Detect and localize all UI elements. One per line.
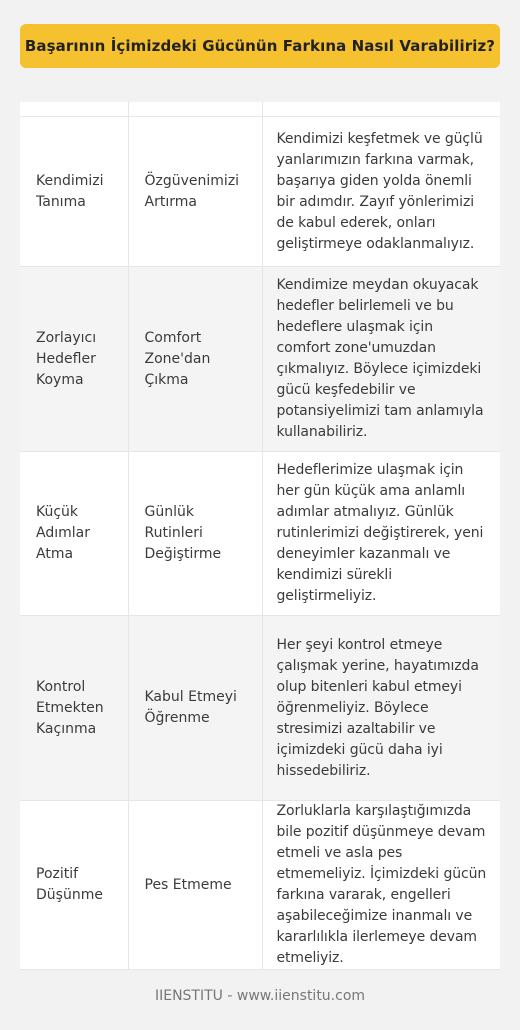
step-cell: Kendimizi Tanıma (20, 117, 128, 267)
description-cell: Kendimize meydan okuyacak hedefler belirlemeli ve bu hedeflere ulaşmak için comfort zone'umuzdan çıkmalıyız. Böylece içimizdeki gücü keşfedebilir ve potansiyelimizi tam anlamıyla kullanabiliriz. (262, 267, 500, 452)
content-table-container (20, 102, 500, 968)
title-banner (20, 24, 500, 68)
table-header-row (20, 102, 500, 117)
description-cell: Zorluklarla karşılaştığımızda bile pozitif düşünmeye devam etmeli ve asla pes etmemeliyiz. İçimizdeki gücün farkına vararak, engelleri aşabileceğimize inanmalı ve kararlılıkla ilerlemeye devam etmeliyiz. (262, 801, 500, 970)
table-row (20, 801, 500, 970)
header-cell (20, 102, 128, 117)
table-row (20, 616, 500, 801)
table-row (20, 267, 500, 452)
description-cell: Hedeflerimize ulaşmak için her gün küçük ama anlamlı adımlar atmalıyız. Günlük rutinlerimizi değiştirerek, yeni deneyimler kazanmalı ve kendimizi sürekli geliştirmeliyiz. (262, 452, 500, 616)
table-row (20, 117, 500, 267)
focus-cell: Özgüvenimizi Artırma (128, 117, 262, 267)
description-cell: Her şeyi kontrol etmeye çalışmak yerine, hayatımızda olup bitenleri kabul etmeyi öğrenmeliyiz. Böylece stresimizi azaltabilir ve içimizdeki gücü daha iyi hissedebiliriz. (262, 616, 500, 801)
step-cell: Pozitif Düşünme (20, 801, 128, 970)
focus-cell: Comfort Zone'dan Çıkma (128, 267, 262, 452)
footer-credit: IIENSTITU - www.iienstitu.com (154, 988, 366, 1004)
focus-cell: Kabul Etmeyi Öğrenme (128, 616, 262, 801)
table-row (20, 452, 500, 616)
header-cell (128, 102, 262, 117)
step-cell: Zorlayıcı Hedefler Koyma (20, 267, 128, 452)
focus-cell: Günlük Rutinleri Değiştirme (128, 452, 262, 616)
description-cell: Kendimizi keşfetmek ve güçlü yanlarımızın farkına varmak, başarıya giden yolda önemli bir adımdır. Zayıf yönlerimizi de kabul ederek, onları geliştirmeye odaklanmalıyız. (262, 117, 500, 267)
step-cell: Kontrol Etmekten Kaçınma (20, 616, 128, 801)
step-cell: Küçük Adımlar Atma (20, 452, 128, 616)
focus-cell: Pes Etmeme (128, 801, 262, 970)
page-title: Başarının İçimizdeki Gücünün Farkına Nasıl Varabiliriz? (24, 37, 496, 55)
header-cell (262, 102, 500, 117)
content-table (20, 102, 500, 970)
